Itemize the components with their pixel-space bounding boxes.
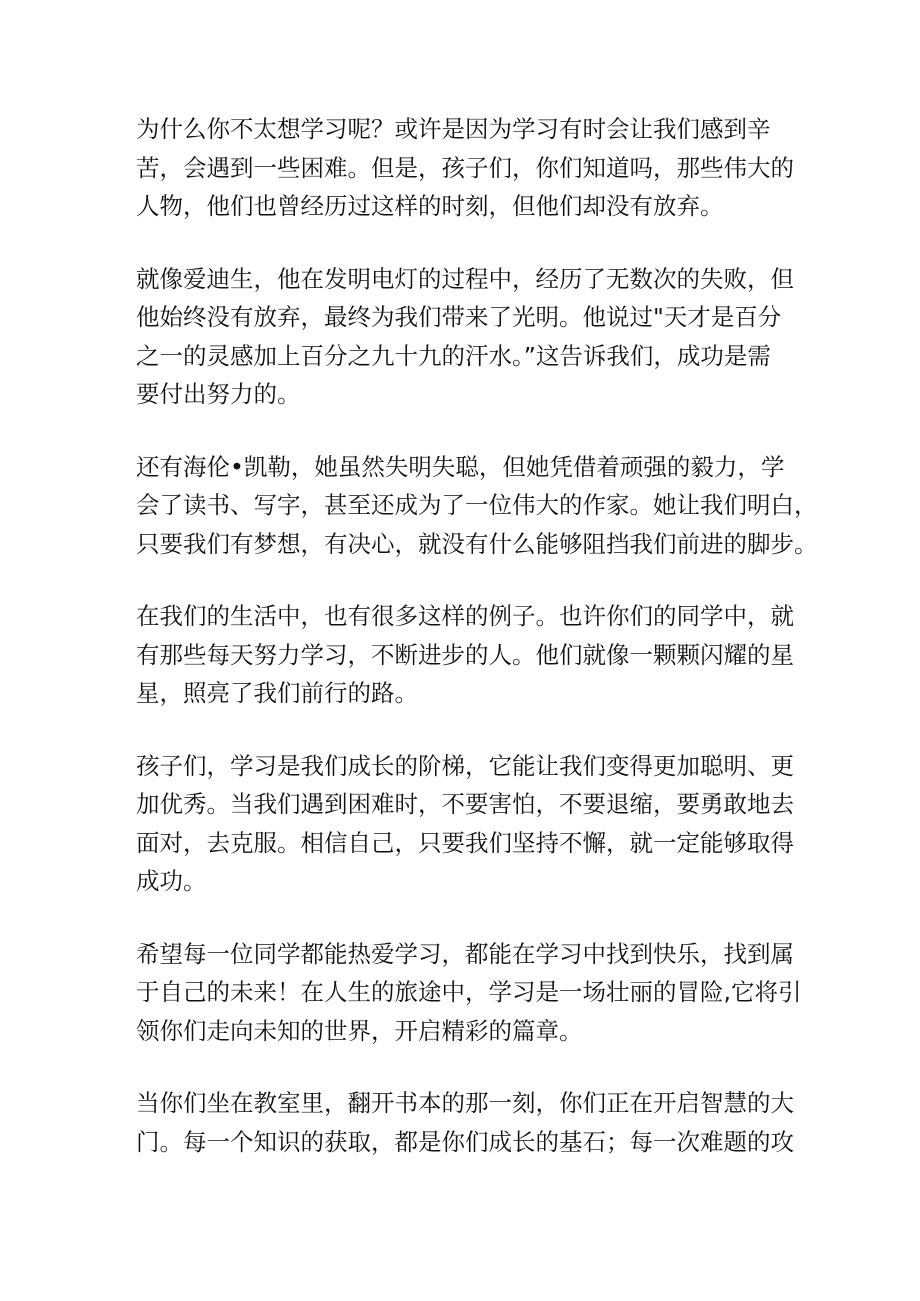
paragraph-line: 孩子们，学习是我们成长的阶梯，它能让我们变得更加聪明、更 [136, 751, 794, 780]
paragraph-line: 只要我们有梦想，有决心，就没有什么能够阻挡我们前进的脚步。 [136, 529, 818, 558]
paragraph-1 [136, 110, 796, 226]
paragraph-6 [136, 935, 802, 1051]
paragraph-line: 还有海伦•凯勒，她虽然失明失聪，但她凭借着顽强的毅力，学 [136, 452, 785, 481]
paragraph-line: 人物，他们也曾经历过这样的时刻，但他们却没有放弃。 [136, 192, 724, 220]
paragraph-3 [136, 448, 818, 564]
paragraph-line: 门。每一个知识的获取，都是你们成长的基石；每一次难题的攻 [136, 1127, 794, 1156]
paragraph-line: 星，照亮了我们前行的路。 [136, 679, 418, 707]
paragraph-line: 当你们坐在教室里，翻开书本的那一刻，你们正在开启智慧的大 [136, 1089, 794, 1117]
paragraph-line: 有那些每天努力学习，不断进步的人。他们就像一颗颗闪耀的星 [136, 640, 794, 669]
paragraph-5 [136, 747, 796, 901]
paragraph-line: 面对，去克服。相信自己，只要我们坚持不懈，就一定能够取得 [136, 828, 794, 857]
paragraph-7 [136, 1084, 796, 1161]
paragraph-line: 他始终没有放弃，最终为我们带来了光明。他说过"天才是百分 [136, 303, 782, 331]
paragraph-line: 领你们走向未知的世界，开启精彩的篇章。 [136, 1016, 583, 1045]
paragraph-line: 成功。 [136, 867, 207, 895]
paragraph-line: 要付出努力的。 [136, 380, 301, 408]
paragraph-line: 为什么你不太想学习呢？或许是因为学习有时会让我们感到辛 [136, 115, 771, 143]
paragraph-line: 加优秀。当我们遇到困难时，不要害怕，不要退缩，要勇敢地去 [136, 790, 794, 818]
paragraph-line: 希望每一位同学都能热爱学习，都能在学习中找到快乐，找到属 [136, 939, 794, 968]
paragraph-line: 会了读书、写字，甚至还成为了一位伟大的作家。她让我们明白， [136, 491, 818, 519]
paragraph-4 [136, 597, 796, 713]
paragraph-2 [136, 260, 796, 414]
paragraph-line: 苦，会遇到一些困难。但是，孩子们，你们知道吗，那些伟大的 [136, 153, 794, 182]
paragraph-line: 在我们的生活中，也有很多这样的例子。也许你们的同学中，就 [136, 602, 794, 630]
paragraph-line: 之一的灵感加上百分之九十九的汗水。”这告诉我们，成功是需 [136, 341, 771, 370]
paragraph-line: 就像爱迪生，他在发明电灯的过程中，经历了无数次的失败，但 [136, 264, 794, 293]
document-body [136, 110, 818, 1195]
paragraph-line: 于自己的未来！在人生的旅途中，学习是一场壮丽的冒险,它将引 [136, 978, 802, 1006]
